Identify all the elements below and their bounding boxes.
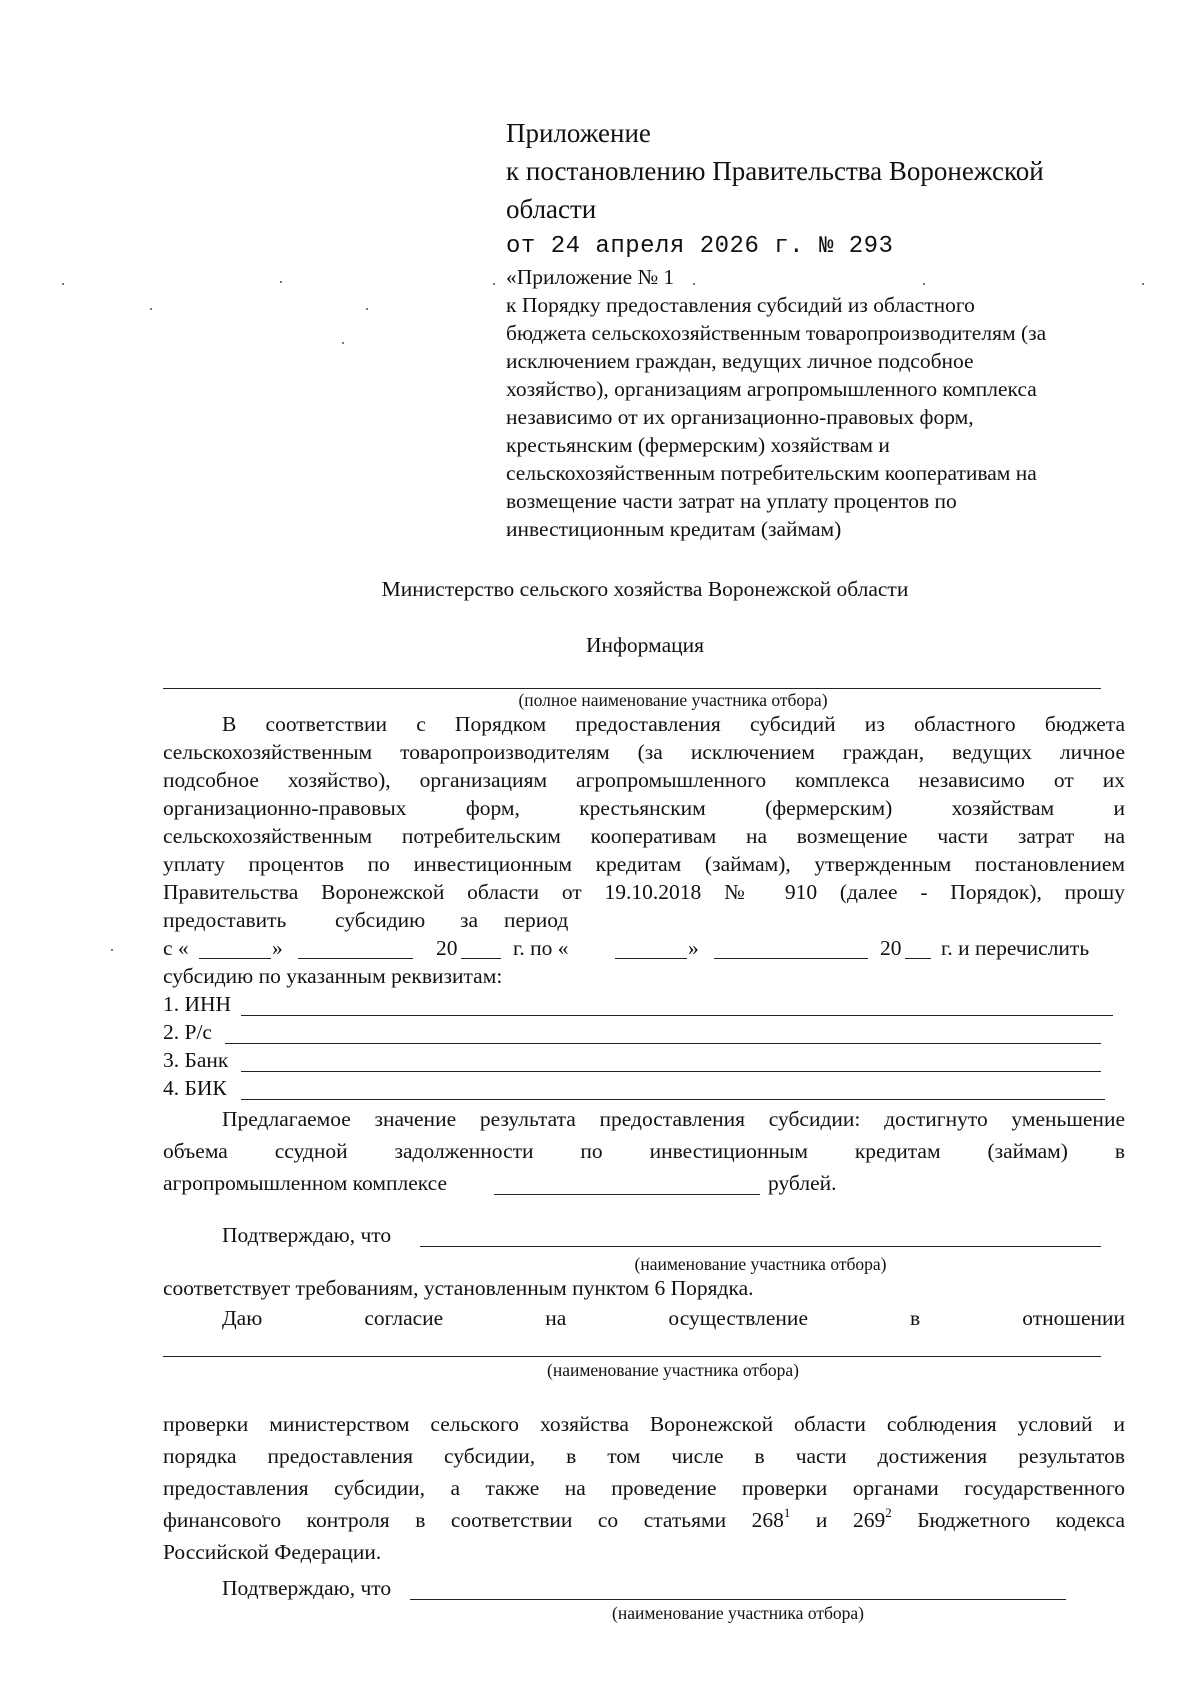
check-line: предоставления субсидии, а также на проведение проверки органами государственного: [163, 1476, 1125, 1500]
appendix-heading: Приложение: [506, 118, 651, 148]
paragraph-line: сельскохозяйственным товаропроизводителям (за исключением граждан, ведущих личное: [163, 740, 1125, 764]
check-line: Российской Федерации.: [163, 1540, 382, 1564]
paragraph-line: подсобное хозяйство), организациям агропромышленного комплекса независимо от их: [163, 768, 1125, 792]
article-269: $269^2$: [852, 1504, 892, 1532]
resolution-reference: к постановлению Правительства Воронежской: [506, 156, 1044, 186]
appendix-1-line: независимо от их организационно-правовых форм,: [506, 405, 974, 429]
requisite-bik-label: 4. БИК: [163, 1076, 227, 1100]
date-from-year-blank[interactable]: [461, 958, 501, 959]
appendix-1-line: хозяйство), организациям агропромышленного комплекса: [506, 377, 1037, 401]
date-to-day-blank[interactable]: [615, 958, 687, 959]
date-to-year-prefix: 20: [880, 936, 902, 960]
appendix-1-line: к Порядку предоставления субсидий из областного: [506, 293, 975, 317]
confirm-participant-caption-2: (наименование участника отбора): [612, 1603, 864, 1623]
appendix-1-line: сельскохозяйственным потребительским кооперативам на: [506, 461, 1037, 485]
appendix-1-line: крестьянским (фермерским) хозяйствам и: [506, 433, 890, 457]
date-from-day-blank[interactable]: [199, 958, 271, 959]
requisite-account-label: 2. Р/с: [163, 1020, 212, 1044]
date-to-prefix: г. по «: [513, 936, 569, 960]
consent-line: [222, 1306, 1125, 1331]
consent-participant-caption: (наименование участника отбора): [547, 1360, 799, 1380]
paragraph-line: сельскохозяйственным потребительским кооперативам на возмещение части затрат на: [163, 824, 1125, 848]
document-title: Информация: [585, 633, 705, 657]
requisite-bik-field[interactable]: [241, 1099, 1105, 1100]
consent-word: согласие: [364, 1306, 444, 1330]
appendix-1-line: бюджета сельскохозяйственным товаропроизводителям (за: [506, 321, 1047, 345]
date-from-year-prefix: 20: [436, 936, 458, 960]
date-row-tail: г. и перечислить: [941, 936, 1090, 960]
confirm-label: Подтверждаю, что: [222, 1223, 392, 1247]
period-word: за: [460, 908, 479, 932]
date-to-month-blank[interactable]: [714, 958, 868, 959]
paragraph-line: Правительства Воронежской области от 19.10.2018 № 910 (далее - Порядок), прошу: [163, 880, 1125, 904]
period-word: субсидию: [335, 908, 426, 932]
check-line-start: финансового контроля в соответствии со статьями: [163, 1508, 727, 1532]
ministry-name: Министерство сельского хозяйства Воронежской области: [381, 577, 909, 601]
date-from-prefix: с «: [163, 936, 189, 960]
result-line: объема ссудной задолженности по инвестиционным кредитам (займам) в: [163, 1139, 1125, 1163]
result-line-end: рублей.: [768, 1171, 837, 1195]
confirm-participant-caption: (наименование участника отбора): [634, 1254, 887, 1274]
confirm-label-2: Подтверждаю, что: [222, 1576, 392, 1600]
requisite-inn-field[interactable]: [241, 1015, 1113, 1016]
participant-full-name-caption: (полное наименование участника отбора): [518, 690, 828, 710]
requisite-bank-label: 3. Банк: [163, 1048, 229, 1072]
date-from-month-blank[interactable]: [298, 958, 413, 959]
confirm-participant-field[interactable]: [420, 1246, 1101, 1247]
requisite-inn-label: 1. ИНН: [163, 992, 232, 1016]
result-line-start: агропромышленном комплексе: [163, 1171, 448, 1195]
appendix-1-title: «Приложение № 1: [506, 265, 675, 289]
period-word: предоставить: [163, 908, 287, 932]
requisite-account-field[interactable]: [225, 1043, 1101, 1044]
check-line: порядка предоставления субсидии, в том числе в части достижения результатов: [163, 1444, 1125, 1468]
conforms-statement: соответствует требованиям, установленным пунктом 6 Порядка.: [163, 1276, 754, 1300]
resolution-date-number: от 24 апреля 2026 г. № 293: [506, 233, 894, 260]
appendix-1-line: исключением граждан, ведущих личное подсобное: [506, 349, 974, 373]
paragraph-line: организационно-правовых форм, крестьянским (фермерским) хозяйствам и: [163, 796, 1125, 820]
date-from-quote: »: [272, 936, 283, 960]
consent-word: отношении: [1022, 1306, 1125, 1330]
article-268: $268^1$: [751, 1504, 791, 1532]
result-line: Предлагаемое значение результата предоставления субсидии: достигнуто уменьшение: [222, 1107, 1125, 1131]
consent-participant-field[interactable]: [163, 1356, 1101, 1357]
consent-word: в: [910, 1306, 921, 1330]
check-line-articles: финансового контроля в соответствии со статьями $268^1$ и $269^2$ Бюджетного кодекса: [163, 1504, 1126, 1532]
consent-word: осуществление: [668, 1306, 808, 1330]
result-amount-field[interactable]: [494, 1194, 760, 1195]
consent-word: на: [545, 1306, 567, 1330]
appendix-1-line: возмещение части затрат на уплату процентов по: [506, 489, 957, 513]
consent-word: Даю: [222, 1306, 263, 1330]
period-word: период: [504, 908, 569, 932]
appendix-1-line: инвестиционным кредитам (займам): [506, 517, 842, 541]
paragraph-line: уплату процентов по инвестиционным кредитам (займам), утвержденным постановлением: [163, 852, 1125, 876]
date-to-year-blank[interactable]: [905, 958, 931, 959]
resolution-reference-region: области: [506, 194, 597, 224]
date-to-quote: »: [688, 936, 699, 960]
participant-full-name-line: [163, 688, 1101, 689]
requisite-bank-field[interactable]: [241, 1071, 1101, 1072]
paragraph-line: В соответствии с Порядком предоставления субсидий из областного бюджета: [222, 712, 1125, 736]
requisites-intro: субсидию по указанным реквизитам:: [163, 964, 503, 988]
confirm-participant-field-2[interactable]: [410, 1599, 1066, 1600]
check-line: проверки министерством сельского хозяйства Воронежской области соблюдения условий и: [163, 1412, 1125, 1436]
check-line-end: Бюджетного кодекса: [917, 1508, 1126, 1532]
